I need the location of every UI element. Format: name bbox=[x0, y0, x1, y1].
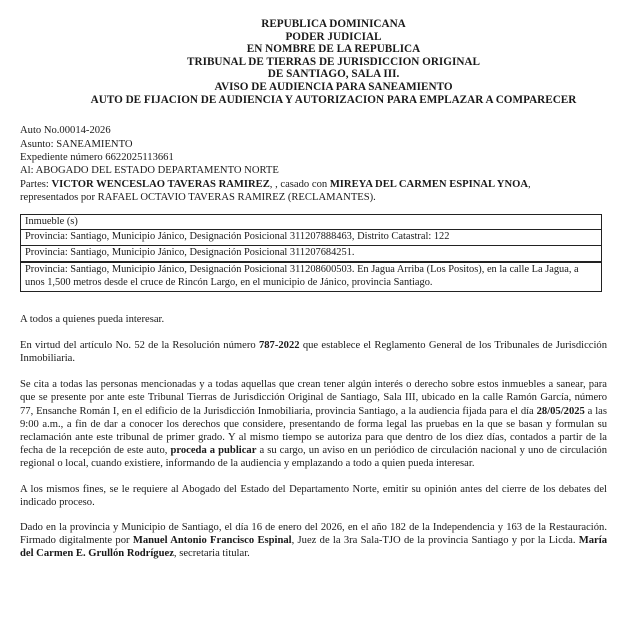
header-line-power: PODER JUDICIAL bbox=[285, 30, 382, 43]
closing-text: Dado en la provincia y Municipio de Santiago, el día 16 de enero del 2026, en el año 182 de la Independencia y 163 de la Restauración. Firmado digitalmente por bbox=[20, 522, 607, 547]
document-header bbox=[60, 18, 607, 106]
inmueble-row: Provincia: Santiago, Municipio Jánico, Designación Posicional 311207684251. bbox=[21, 246, 602, 262]
closing-text-end: , secretaria titular. bbox=[173, 548, 250, 560]
inmueble-row: Provincia: Santiago, Municipio Jánico, Designación Posicional 311208600503. En Jagua Arriba (Los Positos), en la calle La Jagua, a unos 1,500 metros desde el cruce de Rincón Largo, en el municipio de Jánico, provincia Santiago. bbox=[21, 262, 602, 291]
citation-text: Se cita a todas las personas mencionadas y a todas aquellas que crean tener algún interés o derecho sobre estos inmuebles a sanear, para que se presente por ante este Tribunal Tierras de Jurisdicción Original de Santiago, Sala III, ubicado en la calle Ramón García, número 77, Ensanche Román I, en el edificio de la Jurisdicción Inmobiliaria, provincia Santiago, a la audiencia fijada para el día bbox=[20, 379, 607, 417]
party-two: MIREYA DEL CARMEN ESPINAL YNOA bbox=[329, 178, 528, 190]
representados: representados por RAFAEL OCTAVIO TAVERAS RAMIREZ (RECLAMANTES). bbox=[20, 192, 376, 204]
case-metadata bbox=[20, 124, 607, 204]
header-line-aviso: AVISO DE AUDIENCIA PARA SANEAMIENTO bbox=[214, 80, 453, 93]
auto-number: Auto No.00014-2026 bbox=[20, 125, 111, 137]
expediente: Expediente número 6622025113661 bbox=[20, 151, 174, 163]
hearing-date: 28/05/2025 bbox=[536, 405, 585, 417]
partes-label: Partes: bbox=[20, 178, 52, 190]
judge-name: Manuel Antonio Francisco Espinal bbox=[132, 535, 292, 547]
header-line-auto: AUTO DE FIJACION DE AUDIENCIA Y AUTORIZACION PARA EMPLAZAR A COMPARECER bbox=[90, 93, 577, 106]
party-one: VICTOR WENCESLAO TAVERAS RAMIREZ bbox=[51, 178, 270, 190]
inmueble-row: Provincia: Santiago, Municipio Jánico, Designación Posicional 311207888463, Distrito Catastral: 122 bbox=[21, 230, 602, 246]
inmuebles-header: Inmueble (s) bbox=[21, 214, 602, 230]
header-line-sala: DE SANTIAGO, SALA III. bbox=[267, 68, 400, 81]
closing-paragraph bbox=[20, 521, 607, 561]
addressee: Al: ABOGADO DEL ESTADO DEPARTAMENTO NORTE bbox=[20, 165, 279, 177]
legal-basis-paragraph bbox=[20, 339, 607, 365]
header-line-tribunal: TRIBUNAL DE TIERRAS DE JURISDICCION ORIGINAL bbox=[187, 55, 480, 68]
header-line-name: EN NOMBRE DE LA REPUBLICA bbox=[246, 43, 421, 56]
requirement-paragraph: A los mismos fines, se le requiere al Abogado del Estado del Departamento Norte, emitir su opinión antes del cierre de los debates del indicado proceso. bbox=[20, 483, 607, 508]
citation-text-end: a su cargo, un aviso en un periódico de circulación nacional y uno de circulación regional o local, cuando existiere, informando de la audiencia y emplazando a todo a quien pueda interesar. bbox=[20, 445, 607, 470]
citation-text-mid: a las 9:00 a.m., a fin de dar a conocer los derechos que considere, presentando de forma legal las pruebas en la que se basan y formulan su reclamación ante este tribunal de primer grado. Y al mismo tiempo se autoriza para que dentro de los diez días, contados a partir de la fecha de la recepción de este auto, bbox=[20, 405, 607, 457]
partes-connector: , , casado con bbox=[269, 178, 330, 190]
citation-paragraph bbox=[20, 378, 607, 470]
secretary-name: María del Carmen E. Grullón Rodríguez bbox=[20, 535, 608, 560]
resolution-number: 787-2022 bbox=[258, 339, 300, 351]
legal-basis-text-end: que establece el Reglamento General de los Tribunales de Jurisdicción Inmobiliaria. bbox=[20, 339, 608, 364]
closing-text-mid: , Juez de la 3ra Sala-TJO de la provincia Santiago y por la Licda. bbox=[291, 535, 579, 547]
partes bbox=[20, 178, 607, 191]
legal-basis-text: En virtud del artículo No. 52 de la Resolución número bbox=[20, 339, 259, 351]
asunto: Asunto: SANEAMIENTO bbox=[20, 138, 133, 150]
header-line-country: REPUBLICA DOMINICANA bbox=[261, 18, 406, 30]
inmuebles-table bbox=[20, 214, 602, 292]
publish-instruction: proceda a publicar bbox=[170, 445, 257, 457]
partes-end: , bbox=[527, 178, 531, 190]
greeting-paragraph: A todos a quienes pueda interesar. bbox=[20, 313, 165, 325]
